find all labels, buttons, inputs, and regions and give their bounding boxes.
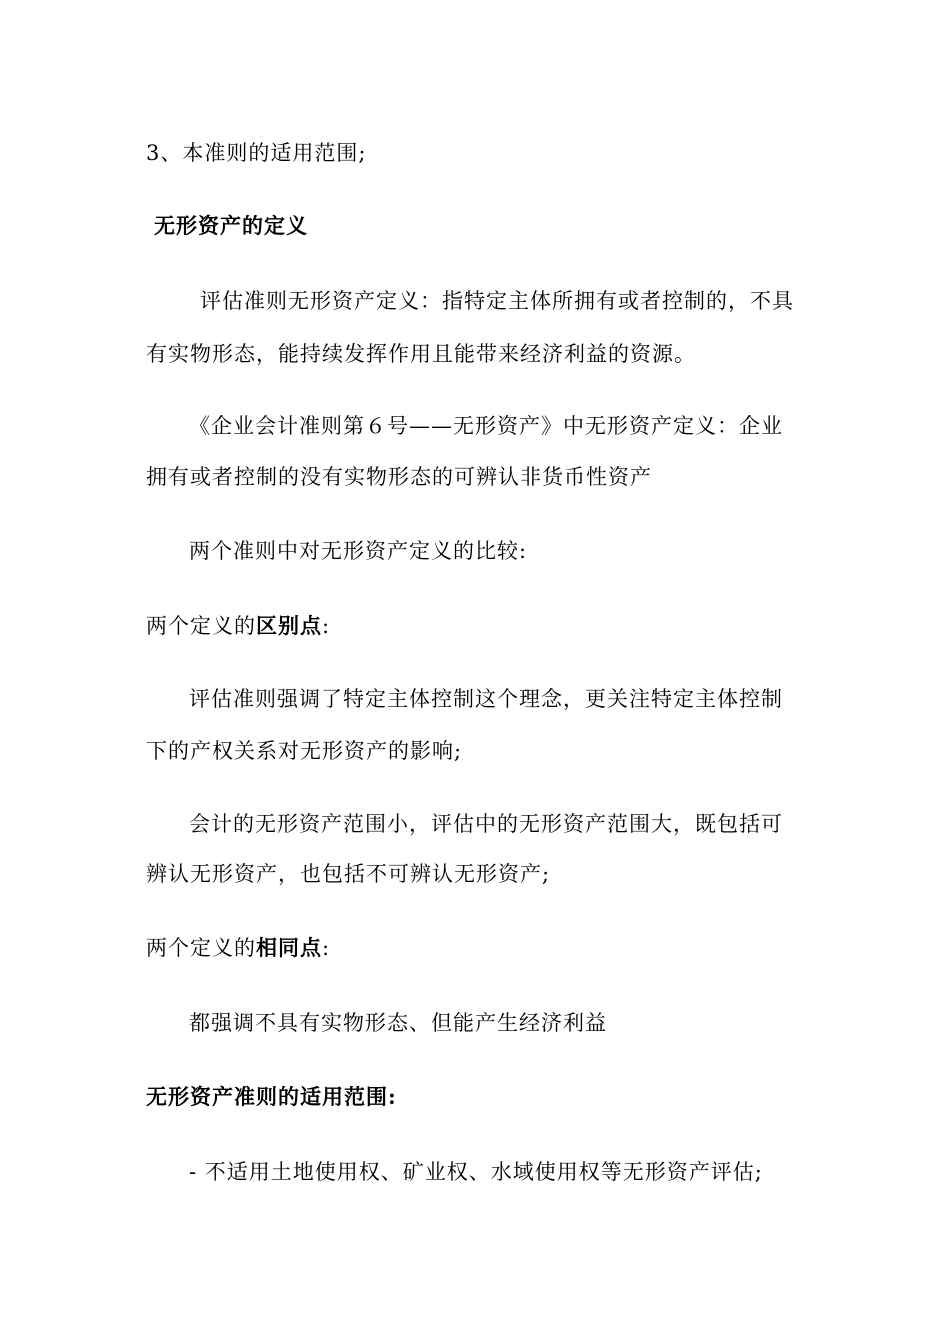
- heading-definition: 无形资产的定义: [154, 213, 308, 238]
- acct-definition-line1: 《企业会计准则第６号——无形资产》中无形资产定义：企业: [189, 414, 783, 438]
- difference-label: 区别点: [256, 613, 322, 638]
- eval-definition-line2: 有实物形态，能持续发挥作用且能带来经济利益的资源。: [146, 342, 696, 366]
- heading-scope: 无形资产准则的适用范围:: [146, 1084, 397, 1109]
- comparison-intro: 两个准则中对无形资产定义的比较:: [189, 539, 528, 563]
- similarity-prefix: 两个定义的: [146, 936, 256, 960]
- difference-2-line1: 会计的无形资产范围小，评估中的无形资产范围大，既包括可: [189, 812, 783, 836]
- item-3-scope: 3、本准则的适用范围;: [146, 141, 367, 165]
- difference-prefix: 两个定义的: [146, 614, 256, 638]
- difference-suffix: :: [322, 614, 331, 638]
- acct-definition-line2: 拥有或者控制的没有实物形态的可辨认非货币性资产: [146, 465, 652, 489]
- eval-definition-line1: 评估准则无形资产定义：指特定主体所拥有或者控制的，不具: [200, 289, 794, 313]
- similarity-suffix: :: [322, 936, 331, 960]
- difference-1-line2: 下的产权关系对无形资产的影响;: [146, 739, 463, 763]
- similarity-label: 相同点: [256, 935, 322, 960]
- similarity-heading: [146, 933, 330, 963]
- difference-1-line1: 评估准则强调了特定主体控制这个理念，更关注特定主体控制: [189, 687, 783, 711]
- difference-heading: [146, 611, 330, 641]
- scope-item-1: - 不适用土地使用权、矿业权、水域使用权等无形资产评估;: [189, 1160, 763, 1184]
- similarity-1: 都强调不具有实物形态、但能产生经济利益: [189, 1011, 607, 1035]
- difference-2-line2: 辨认无形资产，也包括不可辨认无形资产;: [146, 862, 551, 886]
